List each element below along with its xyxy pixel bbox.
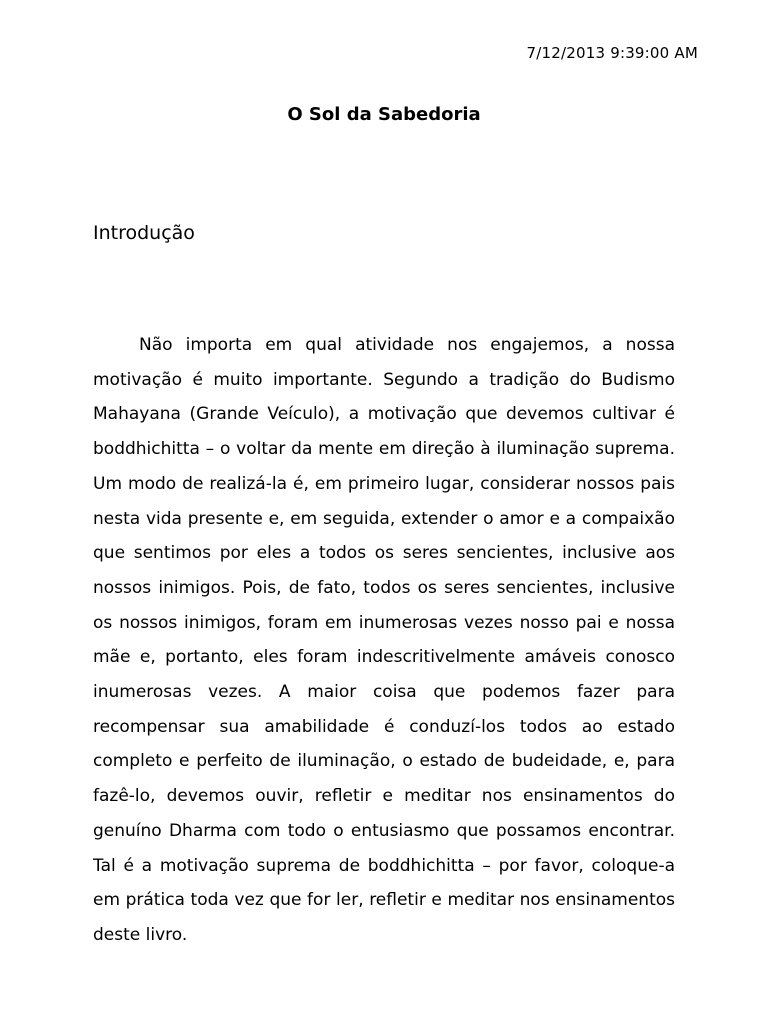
document-timestamp: 7/12/2013 9:39:00 AM	[526, 44, 698, 62]
section-heading: Introdução	[93, 222, 195, 244]
body-paragraph: Não importa em qual atividade nos engajemos, a nossa motivação é muito importante. Segundo a tradição do Budismo Mahayana (Grande Veículo), a motivação que devemos cultivar é boddhichitta – o voltar da mente em direção à iluminação suprema. Um modo de realizá-la é, em primeiro lugar, considerar nossos pais nesta vida presente e, em seguida, extender o amor e a compaixão que sentimos por eles a todos os seres sencientes, inclusive aos nossos inimigos. Pois, de fato, todos os seres sencientes, inclusive os nossos inimigos, foram em inumerosas vezes nosso pai e nossa mãe e, portanto, eles foram indescritivelmente amáveis conosco inumerosas vezes. A maior coisa que podemos fazer para recompensar sua amabilidade é conduzí-los todos ao estado completo e perfeito de iluminação, o estado de budeidade, e, para fazê-lo, devemos ouvir, refletir e meditar nos ensinamentos do genuíno Dharma com todo o entusiasmo que possamos encontrar. Tal é a motivação suprema de boddhichitta – por favor, coloque-a em prática toda vez que for ler, refletir e meditar nos ensinamentos deste livro.	[93, 335, 675, 945]
document-title: O Sol da Sabedoria	[287, 104, 481, 125]
